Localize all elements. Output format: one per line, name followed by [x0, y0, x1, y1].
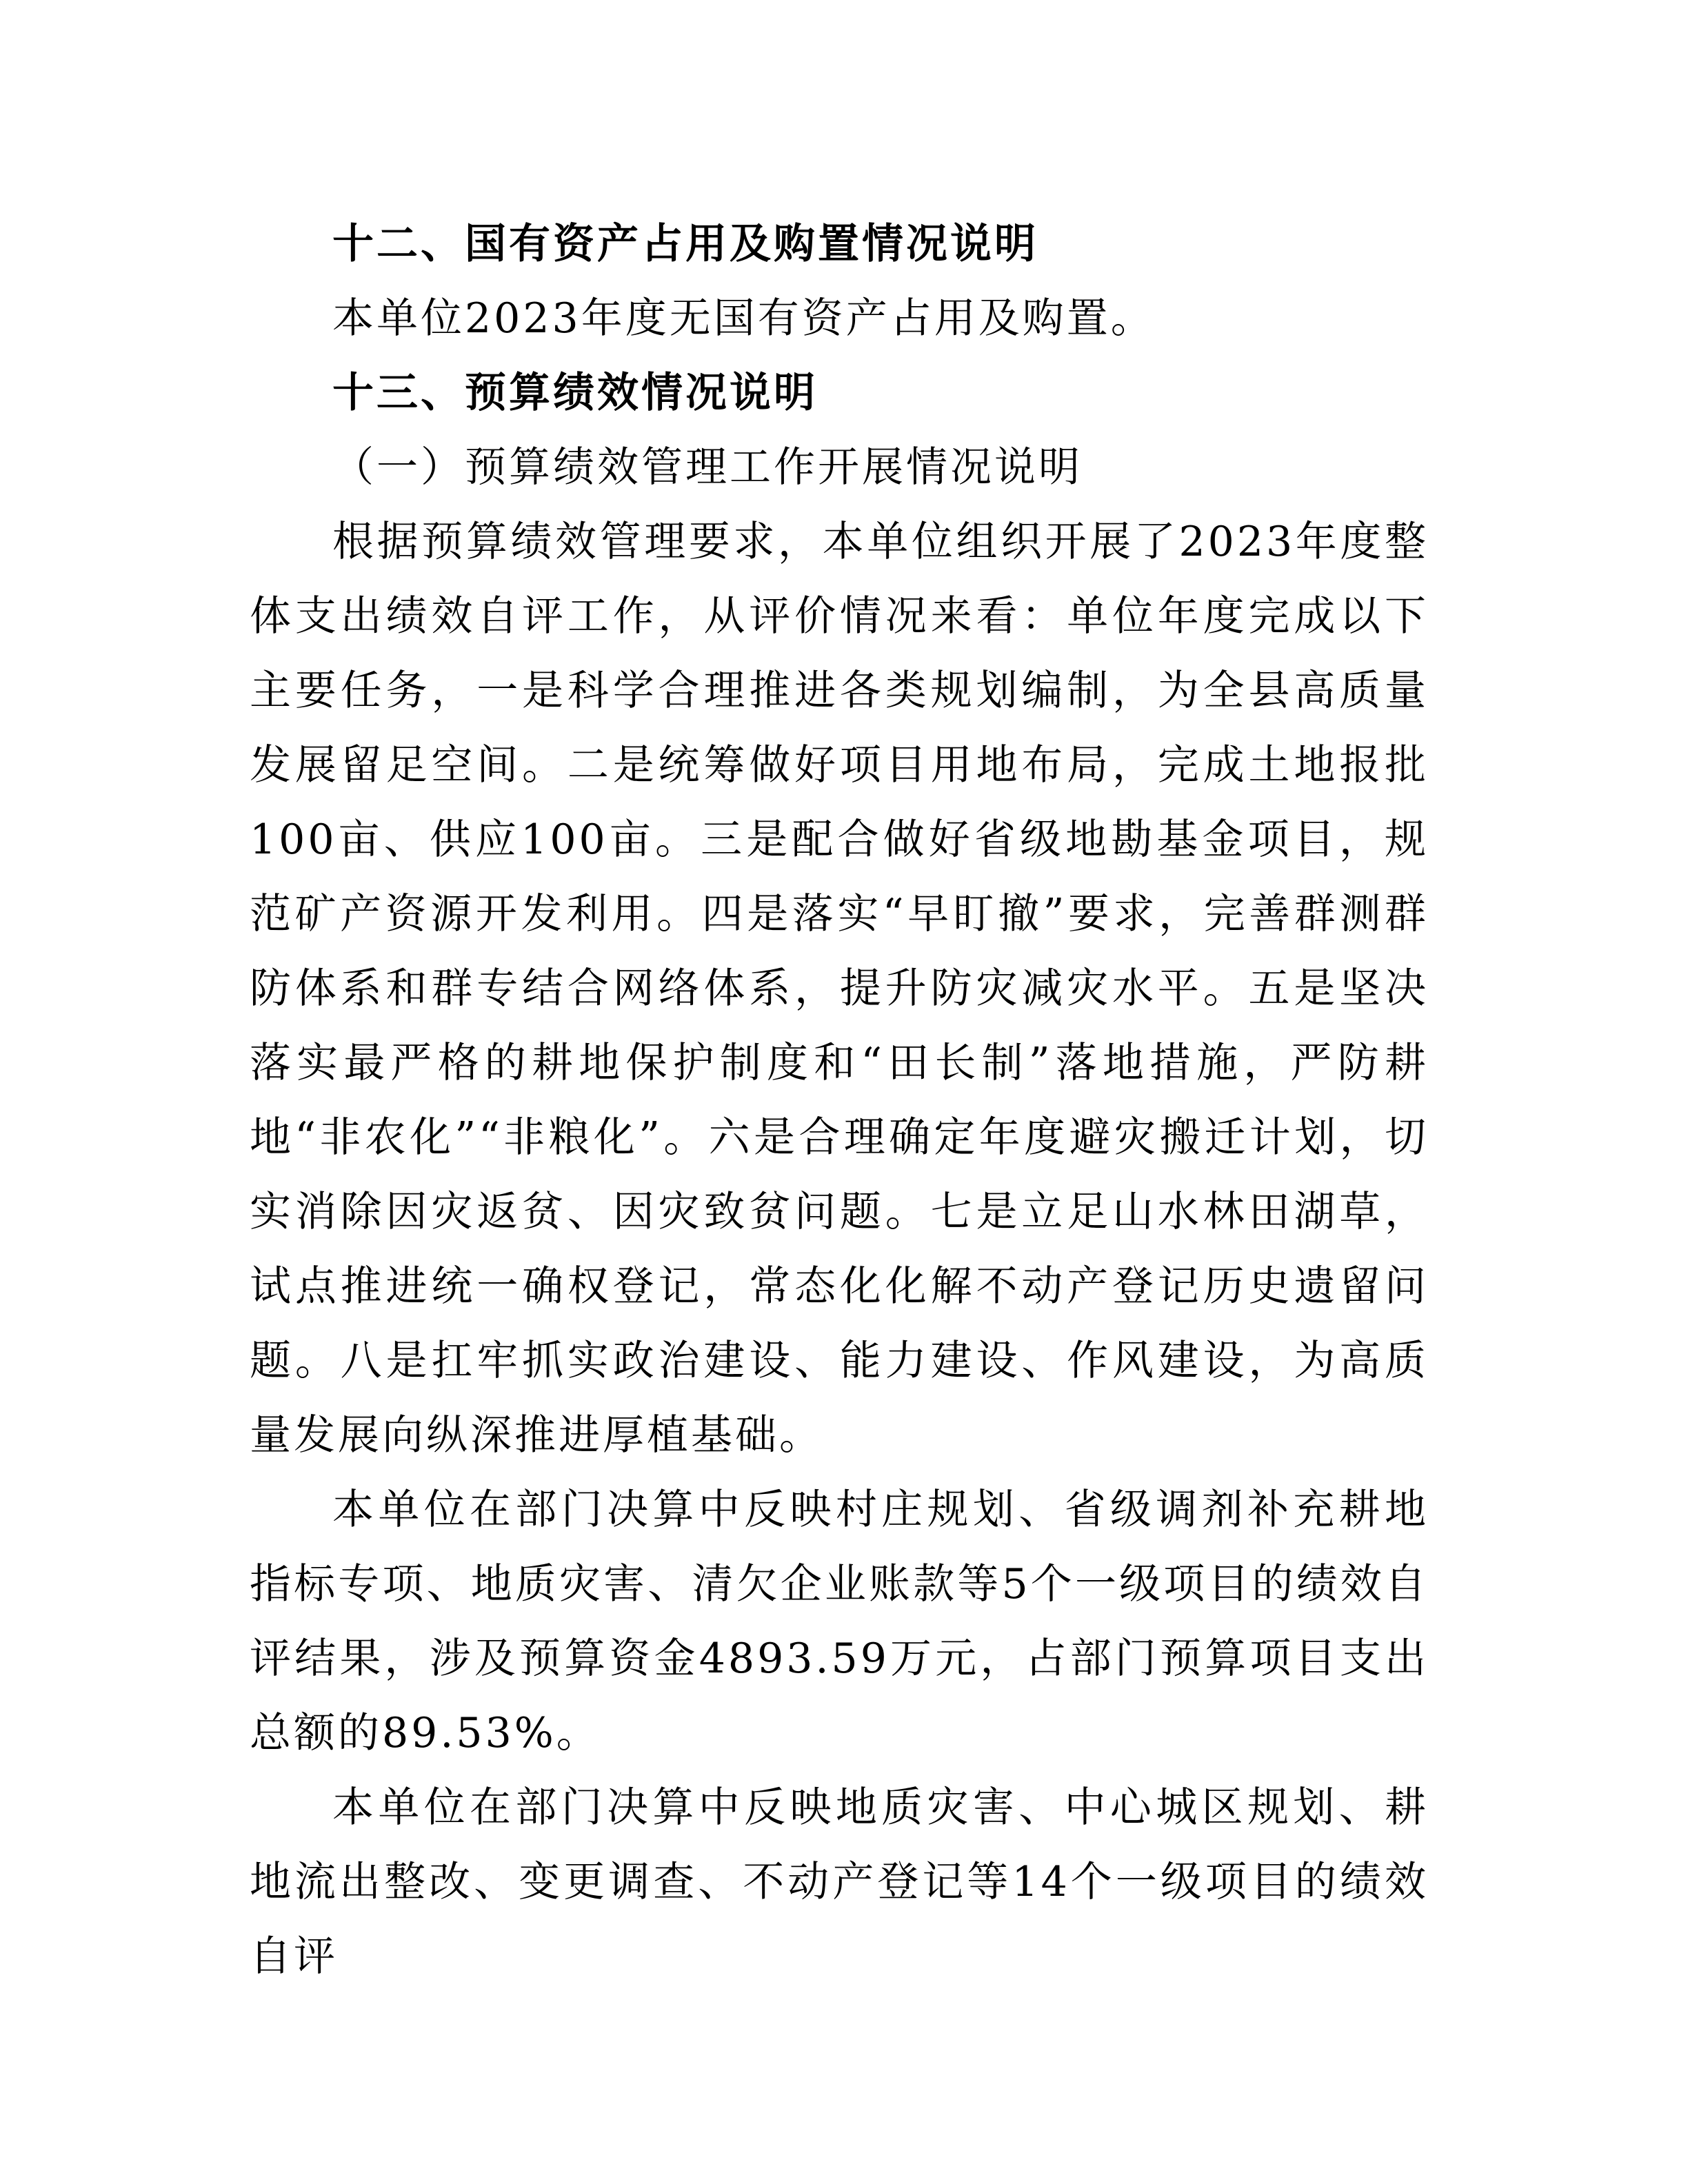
paragraph-performance-overview: 根据预算绩效管理要求，本单位组织开展了2023年度整体支出绩效自评工作，从评价情况来看：单位年度完成以下主要任务，一是科学合理推进各类规划编制，为全县高质量发展留足空间。二是统筹做好项目用地布局，完成土地报批100亩、供应100亩。三是配合做好省级地勘基金项目，规范矿产资源开发利用。四是落实“早盯撤”要求，完善群测群防体系和群专结合网络体系，提升防灾减灾水平。五是坚决落实最严格的耕地保护制度和“田长制”落地措施，严防耕地“非农化”“非粮化”。六是合理确定年度避灾搬迁计划，切实消除因灾返贫、因灾致贫问题。七是立足山水林田湖草，试点推进统一确权登记，常态化化解不动产登记历史遗留问题。八是扛牢抓实政治建设、能力建设、作风建设，为高质量发展向纵深推进厚植基础。 [250, 518, 1429, 1459]
section-12-text: 本单位2023年度无国有资产占用及购置。 [332, 294, 1155, 343]
section-13-heading: 十三、预算绩效情况说明 [332, 369, 818, 417]
subsection-1-heading: （一）预算绩效管理工作开展情况说明 [332, 443, 1083, 492]
document-body [250, 207, 1429, 1994]
section-12-heading: 十二、国有资产占用及购置情况说明 [332, 220, 1038, 268]
paragraph-project-results-14: 本单位在部门决算中反映地质灾害、中心城区规划、耕地流出整改、变更调查、不动产登记等14个一级项目的绩效自评 [250, 1783, 1429, 1981]
paragraph-project-results-5: 本单位在部门决算中反映村庄规划、省级调剂补充耕地指标专项、地质灾害、清欠企业账款等5个一级项目的绩效自评结果，涉及预算资金4893.59万元，占部门预算项目支出总额的89.53%。 [250, 1486, 1429, 1757]
